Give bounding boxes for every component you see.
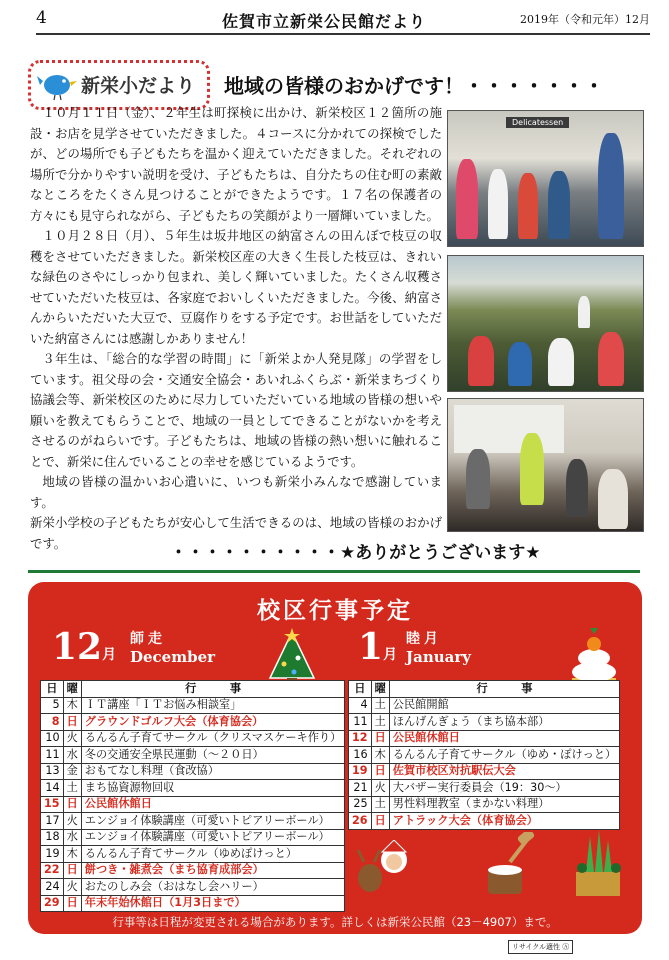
newsletter-header (10, 6, 660, 34)
photo-town-exploration (447, 110, 644, 247)
event-row (41, 697, 345, 714)
event-row (41, 730, 345, 747)
event-weekday: 木 (63, 697, 81, 714)
kadomatsu-icon (568, 828, 628, 898)
santa-reindeer-icon (350, 840, 420, 898)
article-paragraph: １０月１１日（金）、２年生は町探検に出かけ、新栄校区１２箇所の施設・お店を見学させていただきました。４コースに分かれての探検でしたが、どの場所でも子どもたちを温かく迎えていただきました。それぞれの場所で分かりやすい説明を受け、子どもたちは、自分たちの住む町の素敵なところをたくさん見つけることができたようです。１７名の保護者の方々にも見守られながら、子どもたちの笑顔がより一層輝いていました。 (30, 105, 442, 223)
event-name: るんるん子育てサークル（ゆめぽけっと） (81, 846, 345, 863)
december-events-table (40, 680, 345, 912)
event-row (349, 714, 620, 731)
event-row (349, 763, 620, 780)
event-weekday: 土 (371, 697, 389, 714)
event-weekday: 火 (63, 879, 81, 896)
event-name: アトラック大会（体育協会） (389, 813, 619, 830)
article-paragraph: 新栄小学校の子どもたちが安心して生活できるのは、地域の皆様のおかげです。 (30, 515, 442, 551)
event-day: 8 (41, 714, 64, 731)
thanks-line: ・・・・・・・・・・★ありがとうございます★ (170, 543, 541, 563)
event-row (349, 697, 620, 714)
event-name: 公民館開館 (389, 697, 619, 714)
header-event: 行 事 (389, 681, 619, 698)
event-row (41, 747, 345, 764)
event-weekday: 日 (63, 895, 81, 912)
events-title: 校区行事予定 (257, 598, 413, 624)
person-figure (598, 332, 624, 386)
event-name: るんるん子育てサークル（ゆめ・ぽけっと） (389, 747, 619, 764)
january-en-name: January (406, 648, 471, 666)
event-row (41, 879, 345, 896)
december-heading (52, 626, 252, 668)
christmas-tree-icon (264, 628, 320, 686)
december-month-suffix: 月 (102, 647, 117, 663)
event-name: グラウンドゴルフ大会（体育協会） (81, 714, 345, 731)
event-name: おもてなし料理（食改協） (81, 763, 345, 780)
photo-edamame-harvest (447, 255, 644, 392)
event-day: 29 (41, 895, 64, 912)
event-weekday: 水 (63, 747, 81, 764)
person-figure (466, 449, 490, 509)
person-figure (488, 169, 508, 239)
event-day: 17 (41, 813, 64, 830)
person-figure (456, 159, 478, 239)
page-number: 4 (36, 8, 47, 28)
event-row (41, 862, 345, 879)
january-jp-name: 睦月 (406, 631, 442, 647)
event-name: 公民館休館日 (389, 730, 619, 747)
event-row (41, 895, 345, 912)
article-body (30, 103, 442, 554)
event-name: ほんげんぎょう（まち協本部） (389, 714, 619, 731)
event-row (41, 780, 345, 797)
events-panel (28, 582, 642, 934)
person-figure (598, 133, 624, 239)
event-weekday: 木 (63, 846, 81, 863)
event-day: 18 (41, 829, 64, 846)
event-day: 19 (41, 846, 64, 863)
issue-date: 2019年（令和元年）12月 (520, 13, 650, 26)
article-paragraph: １０月２８日（月）、５年生は坂井地区の納富さんの田んぼで枝豆の収穫をさせていただきました。新栄校区産の大きく生長した枝豆は、きれいな緑色のさやにしっかり包まれ、美しく輝いていました。たくさん収穫させていただいた枝豆は、各家庭でおいしくいただきました。今後、納富さんからいただいた大豆で、豆腐作りをする予定です。お世話をしていただいた納富さんには感謝しかありません！ (30, 228, 442, 346)
person-figure (578, 296, 590, 328)
whiteboard (454, 405, 564, 453)
event-day: 21 (349, 780, 372, 797)
event-row (41, 829, 345, 846)
event-day: 16 (349, 747, 372, 764)
header-rule (36, 33, 650, 35)
person-figure (598, 469, 628, 529)
december-number: 12 (52, 626, 103, 668)
event-day: 4 (349, 697, 372, 714)
january-number: 1 (358, 626, 384, 668)
event-weekday: 日 (63, 714, 81, 731)
january-rows (349, 697, 620, 829)
event-day: 5 (41, 697, 64, 714)
event-weekday: 火 (63, 730, 81, 747)
january-month-suffix: 月 (383, 647, 398, 663)
event-row (349, 780, 620, 797)
event-row (349, 813, 620, 830)
event-row (349, 747, 620, 764)
event-name: るんるん子育てサークル（クリスマスケーキ作り） (81, 730, 345, 747)
event-weekday: 日 (63, 796, 81, 813)
event-weekday: 日 (371, 813, 389, 830)
event-row (41, 714, 345, 731)
event-day: 12 (349, 730, 372, 747)
person-figure (520, 433, 544, 505)
event-row (349, 730, 620, 747)
article-headline: 地域の皆様のおかげです！・・・・・・・ (224, 74, 604, 98)
january-events-table (348, 680, 620, 830)
event-day: 25 (349, 796, 372, 813)
header-day: 日 (41, 681, 64, 698)
event-weekday: 金 (63, 763, 81, 780)
event-day: 13 (41, 763, 64, 780)
event-weekday: 火 (371, 780, 389, 797)
event-day: 14 (41, 780, 64, 797)
mochi-pounding-icon (480, 832, 536, 896)
event-weekday: 土 (371, 714, 389, 731)
event-weekday: 土 (63, 780, 81, 797)
header-event: 行 事 (81, 681, 345, 698)
event-day: 10 (41, 730, 64, 747)
event-weekday: 木 (371, 747, 389, 764)
event-day: 24 (41, 879, 64, 896)
person-figure (566, 459, 588, 517)
event-weekday: 火 (63, 813, 81, 830)
newsletter-title: 佐賀市立新栄公民館だより (222, 12, 427, 31)
event-row (41, 846, 345, 863)
person-figure (548, 338, 574, 386)
event-name: 佐賀市校区対抗駅伝大会 (389, 763, 619, 780)
event-day: 19 (349, 763, 372, 780)
event-weekday: 日 (63, 862, 81, 879)
event-day: 22 (41, 862, 64, 879)
header-weekday: 曜 (63, 681, 81, 698)
event-weekday: 水 (63, 829, 81, 846)
event-name: 男性料理教室（まかない料理） (389, 796, 619, 813)
event-name: 年末年始休館日（1月3日まで） (81, 895, 345, 912)
event-row (349, 796, 620, 813)
header-weekday: 曜 (371, 681, 389, 698)
corner-label: 新栄小だより (81, 75, 196, 97)
event-row (41, 813, 345, 830)
events-notice: 行事等は日程が変更される場合があります。詳しくは新栄公民館（23－4907）まで。 (112, 915, 558, 929)
event-name: 大バザー実行委員会（19：30～） (389, 780, 619, 797)
person-figure (548, 171, 570, 239)
article-paragraph: 地域の皆様の温かいお心遣いに、いつも新栄小みんなで感謝しています。 (30, 474, 442, 510)
event-name: 餅つき・雑煮会（まち協育成部会） (81, 862, 345, 879)
section-divider (28, 570, 640, 573)
december-en-name: December (130, 648, 216, 666)
event-name: まち協資源物回収 (81, 780, 345, 797)
person-figure (518, 173, 538, 239)
photo-community-learning (447, 398, 644, 532)
recycle-mark: リサイクル適性 Ⓐ (508, 940, 573, 954)
event-day: 11 (349, 714, 372, 731)
event-weekday: 土 (371, 796, 389, 813)
event-row (41, 763, 345, 780)
header-day: 日 (349, 681, 372, 698)
person-figure (468, 336, 494, 386)
event-name: 公民館休館日 (81, 796, 345, 813)
event-name: おたのしみ会（おはなし会ハリー） (81, 879, 345, 896)
event-row (41, 796, 345, 813)
article-paragraph: ３年生は、「総合的な学習の時間」に「新栄よか人発見隊」の学習をしています。祖父母の会・交通安全協会・あいれふくらぶ・新栄まちづくり協議会等、新栄校区のために尽力していただいている地域の皆様の想いや願いを教えてもらうことで、地域の一員としてできることがないかを考えさせるのがねらいです。子どもたちは、地域の皆様の熱い想いに触れることで、新栄に住んでいることの幸せを感じているようです。 (30, 351, 442, 469)
december-jp-name: 師走 (130, 631, 166, 647)
event-weekday: 日 (371, 763, 389, 780)
event-day: 26 (349, 813, 372, 830)
event-day: 11 (41, 747, 64, 764)
event-weekday: 日 (371, 730, 389, 747)
event-name: 冬の交通安全県民運動（～２０日） (81, 747, 345, 764)
store-sign: Delicatessen (506, 117, 569, 128)
person-figure (508, 342, 532, 386)
event-day: 15 (41, 796, 64, 813)
event-name: エンジョイ体験講座（可愛いトピアリーボール） (81, 813, 345, 830)
january-heading (358, 626, 558, 668)
event-name: エンジョイ体験講座（可愛いトピアリーボール） (81, 829, 345, 846)
bluebird-icon (37, 67, 77, 101)
december-rows (41, 697, 345, 912)
event-name: ＩＴ講座「ＩＴお悩み相談室」 (81, 697, 345, 714)
